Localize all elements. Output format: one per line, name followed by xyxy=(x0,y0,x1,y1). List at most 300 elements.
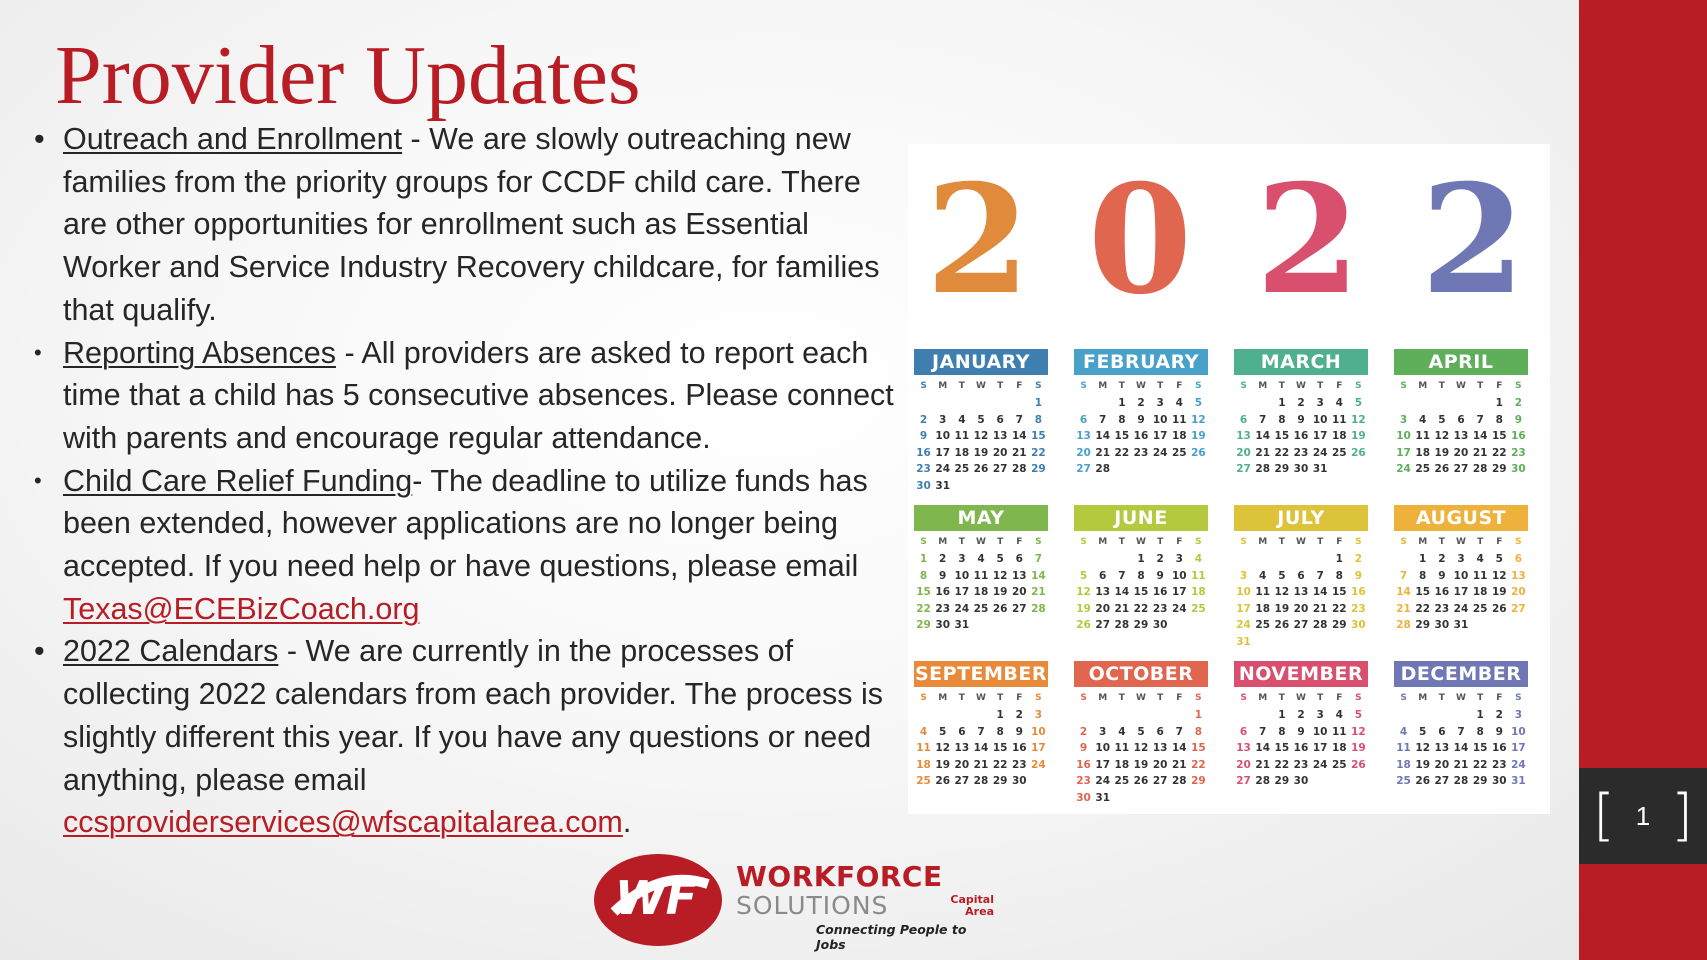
calendar-day: 4 xyxy=(1476,553,1484,565)
calendar-day: 15 xyxy=(1031,430,1046,442)
weekday-label: T xyxy=(1438,381,1445,391)
weekday-label: T xyxy=(1278,381,1285,391)
calendar-day: 17 xyxy=(935,446,951,459)
calendar-day: 14 xyxy=(1312,586,1328,598)
calendar-day: 21 xyxy=(1171,758,1187,771)
weekday-label: S xyxy=(1195,381,1202,391)
right-bracket-icon: ] xyxy=(1671,783,1693,848)
calendar-day: 17 xyxy=(1171,586,1187,598)
calendar-day: 5 xyxy=(939,725,947,738)
calendar-day: 19 xyxy=(1274,602,1290,615)
weekday-label: S xyxy=(1355,537,1362,547)
calendar-day: 3 xyxy=(1514,709,1523,721)
calendar-day: 15 xyxy=(1114,430,1130,442)
calendar-day: 26 xyxy=(1491,602,1507,615)
calendar-day: 26 xyxy=(1133,775,1149,787)
calendar-day: 11 xyxy=(1415,430,1431,442)
bullet-heading: Outreach and Enrollment xyxy=(63,122,403,156)
weekday-label: S xyxy=(1515,537,1522,547)
calendar-day: 16 xyxy=(1133,430,1149,442)
weekday-label: S xyxy=(1400,381,1407,391)
year-digit: 2 xyxy=(925,152,1031,304)
day-grid xyxy=(1234,378,1368,478)
month-december xyxy=(1394,661,1528,790)
calendar-day: 2 xyxy=(1514,397,1523,409)
weekday-label: S xyxy=(920,693,927,703)
year-digit: 2 xyxy=(1420,152,1526,304)
calendar-day: 22 xyxy=(1415,602,1431,615)
calendar-day: 13 xyxy=(1293,586,1309,598)
month-august xyxy=(1394,505,1528,634)
weekday-label: M xyxy=(1418,693,1428,703)
calendar-day: 2 xyxy=(919,413,928,426)
calendar-day: 10 xyxy=(1236,586,1251,598)
calendar-day: 19 xyxy=(1351,430,1366,442)
weekday-label: M xyxy=(938,537,948,547)
weekday-label: W xyxy=(1296,693,1306,703)
blank-day xyxy=(1291,551,1310,568)
calendar-day: 8 xyxy=(1034,413,1043,426)
calendar-day: 6 xyxy=(1099,569,1107,582)
weekday-label: W xyxy=(976,693,986,703)
calendar-day: 10 xyxy=(954,569,970,582)
month-name: OCTOBER xyxy=(1074,661,1208,687)
calendar-day: 15 xyxy=(1133,586,1149,598)
bullet-text: - We are slowly outreaching new families from the priority groups for CCDF child care. There are other opportunities for enrollment such as Essential Worker and Service Industry Recovery childcare, for families that qualify. xyxy=(63,122,880,327)
calendar-day: 29 xyxy=(1191,775,1206,787)
calendar-day: 29 xyxy=(916,619,931,631)
blank-day xyxy=(971,707,990,724)
calendar-day: 7 xyxy=(1175,725,1183,738)
month-october xyxy=(1074,661,1208,806)
weekday-label: M xyxy=(1258,693,1268,703)
calendar-day: 17 xyxy=(1031,742,1046,754)
calendar-day: 8 xyxy=(1419,569,1427,582)
weekday-label: S xyxy=(1355,381,1362,391)
weekday-label: T xyxy=(1477,381,1484,391)
calendar-day: 23 xyxy=(1293,758,1309,771)
calendar-day: 8 xyxy=(1278,725,1286,738)
calendar-day: 4 xyxy=(1335,397,1343,409)
calendar-day: 6 xyxy=(1239,725,1248,738)
calendar-day: 1 xyxy=(1419,553,1427,565)
calendar-day: 27 xyxy=(954,775,970,787)
calendar-day: 25 xyxy=(1415,463,1431,475)
day-grid xyxy=(1234,690,1368,790)
calendar-day: 2 xyxy=(1495,709,1503,721)
blank-day xyxy=(1394,395,1413,412)
month-march xyxy=(1234,349,1368,478)
calendar-day: 24 xyxy=(1031,758,1046,771)
calendar-day: 22 xyxy=(1331,602,1347,615)
weekday-label: W xyxy=(976,537,986,547)
calendar-day: 18 xyxy=(1331,430,1347,442)
calendar-day: 21 xyxy=(1255,446,1271,459)
calendar-day: 13 xyxy=(1434,742,1450,754)
calendar-day: 24 xyxy=(935,463,951,475)
calendar-day: 12 xyxy=(1415,742,1431,754)
blank-day xyxy=(1131,707,1150,724)
weekday-label: W xyxy=(1456,693,1466,703)
calendar-day: 23 xyxy=(1351,602,1366,615)
weekday-label: W xyxy=(1296,381,1306,391)
calendar-day: 3 xyxy=(958,553,966,565)
calendar-day: 22 xyxy=(916,602,931,615)
calendar-day: 18 xyxy=(1255,602,1271,615)
email-link-provider-services[interactable]: ccsproviderservices@wfscapitalarea.com xyxy=(63,805,623,840)
calendar-day: 16 xyxy=(1491,742,1507,754)
bullet-outreach xyxy=(28,118,898,332)
calendar-day: 4 xyxy=(1118,725,1126,738)
calendar-day: 16 xyxy=(1351,586,1366,598)
calendar-day: 23 xyxy=(1133,446,1149,459)
calendar-day: 20 xyxy=(1293,602,1309,615)
weekday-label: S xyxy=(1240,537,1247,547)
calendar-day: 7 xyxy=(1259,725,1267,738)
calendar-day: 4 xyxy=(958,413,966,426)
year-digit: 0 xyxy=(1087,152,1193,304)
blank-day xyxy=(952,707,971,724)
calendar-day: 2 xyxy=(1079,725,1088,738)
calendar-day: 14 xyxy=(973,742,989,754)
weekday-label: T xyxy=(1278,537,1285,547)
calendar-day: 19 xyxy=(1491,586,1507,598)
calendar-day: 14 xyxy=(1031,569,1046,582)
calendar-day: 1 xyxy=(1335,553,1343,565)
weekday-label: S xyxy=(920,537,927,547)
calendar-day: 6 xyxy=(1156,725,1164,738)
calendar-day: 1 xyxy=(1278,397,1286,409)
calendar-day: 12 xyxy=(1191,413,1206,426)
weekday-label: F xyxy=(1336,537,1343,547)
calendar-day: 4 xyxy=(1399,725,1408,738)
blank-day xyxy=(1432,707,1451,724)
weekday-label: T xyxy=(1317,537,1324,547)
calendar-day: 2 xyxy=(1297,397,1305,409)
calendar-day: 12 xyxy=(1351,725,1366,738)
calendar-day: 30 xyxy=(1293,463,1309,475)
calendar-day: 7 xyxy=(1099,413,1107,426)
weekday-label: F xyxy=(1016,537,1023,547)
calendar-day: 15 xyxy=(992,742,1008,754)
calendar-day: 22 xyxy=(992,758,1008,771)
calendar-day: 12 xyxy=(992,569,1008,582)
blank-day xyxy=(1093,395,1112,412)
calendar-day: 13 xyxy=(1095,586,1111,598)
calendar-day: 22 xyxy=(1133,602,1149,615)
calendar-day: 3 xyxy=(1316,709,1324,721)
calendar-day: 30 xyxy=(935,619,951,631)
calendar-day: 14 xyxy=(1171,742,1187,754)
calendar-day: 30 xyxy=(1293,775,1309,787)
calendar-day: 5 xyxy=(1495,553,1503,565)
calendar-day: 13 xyxy=(1236,742,1251,754)
calendar-day: 29 xyxy=(1415,619,1431,631)
weekday-label: F xyxy=(1016,693,1023,703)
calendar-day: 20 xyxy=(1511,586,1526,598)
calendar-day: 2 xyxy=(939,553,947,565)
weekday-label: W xyxy=(1136,537,1146,547)
calendar-day: 25 xyxy=(1191,602,1206,615)
weekday-label: W xyxy=(976,381,986,391)
calendar-day: 1 xyxy=(919,553,928,565)
day-grid xyxy=(1074,378,1208,478)
calendar-day: 1 xyxy=(1118,397,1126,409)
calendar-day: 18 xyxy=(973,586,989,598)
calendar-day: 4 xyxy=(1194,553,1203,565)
calendar-day: 21 xyxy=(1472,446,1488,459)
blank-day xyxy=(971,395,990,412)
calendar-day: 27 xyxy=(1236,775,1251,787)
weekday-label: T xyxy=(1477,537,1484,547)
calendar-day: 15 xyxy=(1274,430,1290,442)
day-grid xyxy=(1234,534,1368,650)
calendar-day: 21 xyxy=(1312,602,1328,615)
calendar-day: 4 xyxy=(1419,413,1427,426)
calendar-day: 17 xyxy=(1453,586,1469,598)
calendar-day: 6 xyxy=(1514,553,1523,565)
month-name: NOVEMBER xyxy=(1234,661,1368,687)
weekday-label: T xyxy=(1157,693,1164,703)
calendar-day: 1 xyxy=(1194,709,1203,721)
calendar-day: 18 xyxy=(1114,758,1130,771)
calendar-day: 11 xyxy=(973,569,989,582)
calendar-day: 16 xyxy=(916,446,931,459)
blank-day xyxy=(1093,551,1112,568)
blank-day xyxy=(933,395,952,412)
calendar-day: 30 xyxy=(916,479,931,492)
calendar-day: 5 xyxy=(1079,569,1088,582)
calendar-day: 9 xyxy=(1156,569,1164,582)
calendar-day: 19 xyxy=(1351,742,1366,754)
month-november xyxy=(1234,661,1368,790)
month-name: JANUARY xyxy=(914,349,1048,375)
calendar-day: 1 xyxy=(1137,553,1145,565)
blank-day xyxy=(1451,395,1470,412)
calendar-day: 7 xyxy=(1015,413,1023,426)
weekday-label: T xyxy=(958,381,965,391)
bullet-calendars xyxy=(28,630,898,844)
calendar-day: 3 xyxy=(1316,397,1324,409)
calendar-day: 26 xyxy=(1434,463,1450,475)
calendar-day: 28 xyxy=(1171,775,1187,787)
day-grid xyxy=(1394,690,1528,790)
calendar-day: 8 xyxy=(1278,413,1286,426)
calendar-day: 9 xyxy=(1495,725,1503,738)
bullet-heading: Reporting Absences xyxy=(63,335,336,370)
calendar-day: 27 xyxy=(992,463,1008,475)
page-title: Provider Updates xyxy=(55,29,641,122)
calendar-day: 31 xyxy=(1095,791,1111,804)
logo-solutions-text: SOLUTIONS xyxy=(736,891,889,920)
calendar-day: 24 xyxy=(1453,602,1469,615)
calendar-day: 30 xyxy=(1491,775,1507,787)
blank-day xyxy=(933,707,952,724)
calendar-day: 11 xyxy=(1331,413,1347,426)
weekday-label: T xyxy=(1118,693,1125,703)
day-grid xyxy=(1394,378,1528,478)
calendar-day: 6 xyxy=(958,725,966,738)
calendar-day: 2 xyxy=(1137,397,1145,409)
calendar-day: 9 xyxy=(919,430,928,442)
calendar-day: 5 xyxy=(1194,397,1203,409)
calendar-day: 26 xyxy=(973,463,989,475)
calendar-day: 9 xyxy=(1297,725,1305,738)
calendar-day: 17 xyxy=(1312,742,1328,754)
weekday-label: S xyxy=(1515,381,1522,391)
blank-day xyxy=(1394,551,1413,568)
month-name: JULY xyxy=(1234,505,1368,531)
calendar-day: 30 xyxy=(1351,619,1366,631)
calendar-day: 31 xyxy=(1312,463,1328,475)
calendar-day: 28 xyxy=(973,775,989,787)
calendar-day: 23 xyxy=(1434,602,1450,615)
blank-day xyxy=(1234,395,1253,412)
calendar-day: 29 xyxy=(1472,775,1488,787)
calendar-day: 5 xyxy=(1419,725,1427,738)
weekday-label: F xyxy=(1176,693,1183,703)
calendar-day: 26 xyxy=(1415,775,1431,787)
calendar-day: 29 xyxy=(1274,463,1290,475)
calendar-day: 27 xyxy=(1236,463,1251,475)
calendar-day: 5 xyxy=(1354,709,1363,721)
weekday-label: W xyxy=(1456,537,1466,547)
calendar-day: 28 xyxy=(1396,619,1411,631)
weekday-label: M xyxy=(1418,537,1428,547)
calendar-day: 19 xyxy=(1133,758,1149,771)
blank-day xyxy=(1074,395,1093,412)
calendar-day: 13 xyxy=(1076,430,1091,442)
calendar-day: 10 xyxy=(1396,430,1411,442)
calendar-day: 18 xyxy=(916,758,931,771)
calendar-day: 28 xyxy=(1255,463,1271,475)
calendar-day: 4 xyxy=(1335,709,1343,721)
calendar-day: 21 xyxy=(1114,602,1130,615)
calendar-day: 8 xyxy=(1194,725,1203,738)
calendar-day: 19 xyxy=(973,446,989,459)
calendar-day: 25 xyxy=(973,602,989,615)
calendar-day: 16 xyxy=(1152,586,1168,598)
calendar-day: 16 xyxy=(1511,430,1526,442)
calendar-day: 8 xyxy=(1137,569,1145,582)
calendar-day: 5 xyxy=(996,553,1004,565)
calendar-day: 27 xyxy=(1453,463,1469,475)
calendar-day: 20 xyxy=(1011,586,1027,598)
calendar-day: 12 xyxy=(973,430,989,442)
calendar-day: 6 xyxy=(1239,413,1248,426)
calendar-day: 26 xyxy=(1351,446,1366,459)
calendar-day: 21 xyxy=(1396,602,1411,615)
bullet-text: - We are currently in the processes of collecting 2022 calendars from each provider. The process is slightly different this year. If you have any questions or need anything, please email xyxy=(63,634,883,797)
calendar-day: 11 xyxy=(916,742,931,754)
calendar-day: 29 xyxy=(1133,619,1149,631)
calendar-day: 27 xyxy=(1095,619,1111,631)
calendar-day: 20 xyxy=(1236,758,1251,771)
calendar-day: 1 xyxy=(1476,709,1484,721)
calendar-day: 26 xyxy=(1076,619,1091,631)
calendar-day: 3 xyxy=(1156,397,1164,409)
weekday-label: M xyxy=(1098,693,1108,703)
day-grid xyxy=(914,378,1048,494)
calendar-day: 11 xyxy=(1191,569,1206,582)
calendar-day: 12 xyxy=(1434,430,1450,442)
calendar-day: 29 xyxy=(992,775,1008,787)
calendar-day: 27 xyxy=(1434,775,1450,787)
month-april xyxy=(1394,349,1528,478)
calendar-day: 3 xyxy=(1457,553,1465,565)
bullet-absences xyxy=(28,332,898,460)
calendar-day: 16 xyxy=(1011,742,1027,754)
calendar-day: 22 xyxy=(1472,758,1488,771)
email-link-ecebizcoach[interactable]: Texas@ECEBizCoach.org xyxy=(63,591,420,626)
calendar-day: 17 xyxy=(1236,602,1251,615)
weekday-label: T xyxy=(997,381,1004,391)
weekday-label: S xyxy=(1035,537,1042,547)
weekday-label: M xyxy=(938,693,948,703)
calendar-day: 19 xyxy=(992,586,1008,598)
calendar-day: 24 xyxy=(1312,758,1328,771)
weekday-label: S xyxy=(920,381,927,391)
calendar-day: 25 xyxy=(1171,446,1187,459)
bullet-text: - The deadline to utilize funds has been extended, however applications are no longer being accepted. If you need help or have questions, please email xyxy=(63,463,868,584)
weekday-label: S xyxy=(1195,537,1202,547)
calendar-day: 5 xyxy=(1438,413,1446,426)
calendar-day: 25 xyxy=(1255,619,1271,631)
weekday-label: F xyxy=(1496,381,1503,391)
calendar-day: 14 xyxy=(1095,430,1111,442)
calendar-day: 12 xyxy=(1076,586,1091,598)
calendar-day: 28 xyxy=(1255,775,1271,787)
calendar-day: 27 xyxy=(1011,602,1027,615)
calendar-day: 19 xyxy=(1191,430,1206,442)
weekday-label: T xyxy=(1438,537,1445,547)
calendar-day: 26 xyxy=(1274,619,1290,631)
calendar-day: 20 xyxy=(1434,758,1450,771)
weekday-label: M xyxy=(1098,537,1108,547)
weekday-label: W xyxy=(1136,693,1146,703)
weekday-label: T xyxy=(1118,381,1125,391)
calendar-day: 10 xyxy=(1031,725,1046,738)
calendar-day: 23 xyxy=(1076,775,1091,787)
calendar-day: 18 xyxy=(1331,742,1347,754)
calendar-day: 10 xyxy=(1171,569,1187,582)
blank-day xyxy=(1112,707,1131,724)
calendar-day: 24 xyxy=(1396,463,1411,475)
calendar-day: 7 xyxy=(1457,725,1465,738)
calendar-day: 25 xyxy=(916,775,931,787)
calendar-day: 8 xyxy=(996,725,1004,738)
calendar-day: 11 xyxy=(1396,742,1411,754)
calendar-day: 23 xyxy=(935,602,951,615)
weekday-label: M xyxy=(1258,537,1268,547)
calendar-day: 12 xyxy=(1491,569,1507,582)
calendar-day: 13 xyxy=(992,430,1008,442)
blank-day xyxy=(1311,551,1330,568)
calendar-day: 9 xyxy=(1137,413,1145,426)
calendar-day: 10 xyxy=(1312,725,1328,738)
calendar-day: 24 xyxy=(1312,446,1328,459)
weekday-label: M xyxy=(1418,381,1428,391)
calendar-day: 3 xyxy=(1399,413,1408,426)
calendar-day: 14 xyxy=(1453,742,1469,754)
blank-day xyxy=(1451,707,1470,724)
year-heading xyxy=(908,144,1550,304)
weekday-label: W xyxy=(1456,381,1466,391)
day-grid xyxy=(914,534,1048,634)
month-name: JUNE xyxy=(1074,505,1208,531)
calendar-day: 2 xyxy=(1354,553,1363,565)
calendar-day: 9 xyxy=(1354,569,1363,582)
